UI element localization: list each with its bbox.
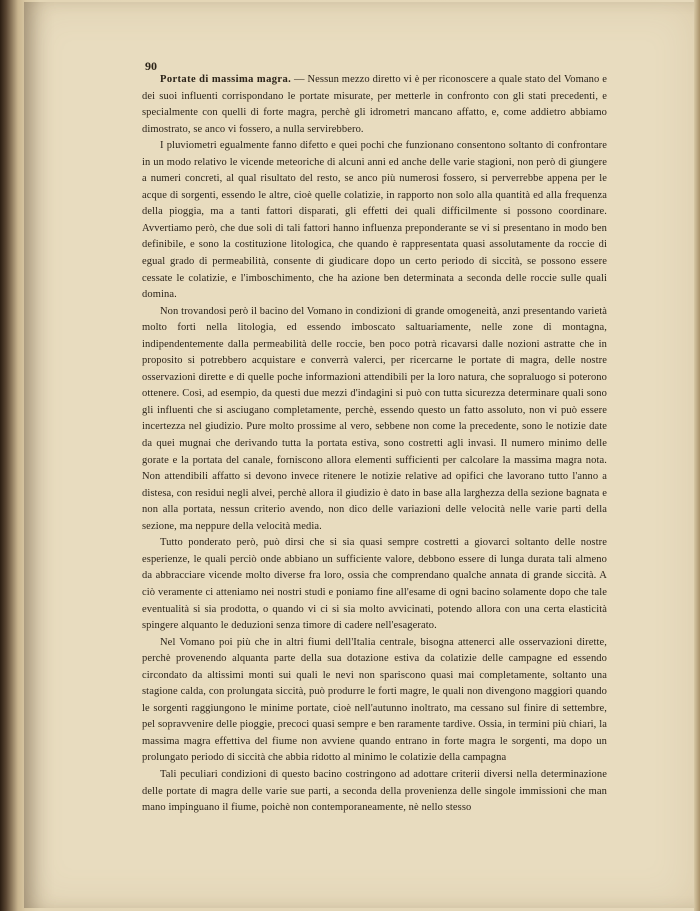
paragraph-1 [142, 72, 607, 138]
paragraph-2: I pluviometri egualmente fanno difetto e quei pochi che funzionano consentono soltanto di confrontare in un modo relativo le vicende meteoriche di alcuni anni ed anche delle varie stagioni, non però di giungere a numeri concreti, al qual risultato del resto, se anco più numerosi fossero, si perverrebbe appena per le acque di sorgenti, essendo le altre, cioè quelle colatizie, in rapporto non solo alla quantità ed alla frequenza della pioggia, ma a tanti fattori disparati, gli effetti dei quali difficilmente si possono coordinare. Avvertiamo però, che due soli di tali fattori hanno influenza preponderante se vi si presentano in modo ben definibile, e sono la costituzione litologica, che quando è rappresentata quasi assolutamente da roccie di egual grado di permeabilità, consente di giudicare dopo un certo periodo di siccità, se possono essere cessate le colatizie, e l'imboschimento, che ha azione ben determinata a seconda delle roccie sulle quali domina. [142, 140, 607, 301]
paragraph-4: Tutto ponderato però, può dirsi che si sia quasi sempre costretti a giovarci soltanto delle nostre esperienze, le quali perciò onde abbiano un sufficiente valore, debbono essere di lunga durata tali almeno da abbracciare vicende molto diverse fra loro, ossia che comprendano qualche annata di grande siccità. A ciò veramente ci atteniamo nei nostri studi e poniamo fine all'esame di ogni bacino solamente dopo che tale eventualità si sia prodotta, o quando vi ci si sia molto avvicinati, potendo allora con una certa elasticità spingere alquanto le deduzioni senza timore di cadere nell'esagerato. [142, 537, 607, 632]
paragraph-1-text: — Nessun mezzo diretto vi è per riconoscere a quale stato del Vomano e dei suoi influenti corrispondano le portate misurate, per metterle in confronto con gli stati precedenti, e specialmente con quelli di forte magra, perchè gli idrometri mancano affatto, e, come addietro abbiamo dimostrato, se anco vi fossero, a nulla servirebbero. [142, 74, 607, 135]
page-number: 90 [145, 59, 157, 73]
paragraph-5: Nel Vomano poi più che in altri fiumi dell'Italia centrale, bisogna attenerci alle osservazioni dirette, perchè provenendo alquanta parte della sua dotazione estiva da colatizie delle campagne ed essendo circondato da altissimi monti sui quali le nevi non spariscono quasi mai completamente, soltanto una stagione calda, con prolungata siccità, può produrre le forti magre, le quali non divengono maggiori quando le sorgenti raggiungono le minime portate, cioè nell'autunno inoltrato, ma cessano sul finire di settembre, pel sopravvenire delle pioggie, precoci quasi sempre e ben raramente tardive. Ossia, in termini più chiari, la massima magra effettiva del fiume non avviene quando entrano in forte magra le sorgenti, ma dopo un prolungato periodo di siccità che abbia ridotto al minimo le colatizie della campagna [142, 636, 607, 764]
paragraph-6: Tali peculiari condizioni di questo bacino costringono ad adottare criterii diversi nella determinazione delle portate di magra delle varie sue parti, a seconda della provenienza delle singole immissioni che man mano impinguano il fiume, poichè non contemporaneamente, nè nello stesso [142, 768, 607, 814]
page-body [142, 72, 607, 817]
section-heading: Portate di massima magra. [160, 74, 292, 85]
paragraph-3: Non trovandosi però il bacino del Vomano in condizioni di grande omogeneità, anzi presentando varietà molto forti nella litologia, ed essendo imboscato saltuariamente, nelle zone di montagna, indipendentemente dalla permeabilità delle roccie, ben poco potrà ricavarsi dalle nozioni astratte che in proposito si potrebbero acquistare e converrà valerci, per ricercarne le portate di magra, delle nostre osservazioni dirette e di quelle poche informazioni attendibili per la loro natura, che sopraluogo si poterono ottenere. Così, ad esempio, da questi due mezzi d'indagini si può con tutta sicurezza determinare quali sono gli influenti che si asciugano completamente, perchè, essendo questo un fatto assoluto, non vi può essere incertezza nel giudizio. Pure molto prossime al vero, sebbene non come la precedente, sono le notizie date da quei mugnai che derivando tutta la portata estiva, sono costretti agli invasi. Il numero minimo delle gorate e la portata del canale, forniscono allora elementi sufficienti per calcolare la massima magra nota. Non attendibili affatto si devono invece ritenere le notizie relative ad opifici che lavorano tutto l'anno a distesa, con residui negli alvei, perchè allora il giudizio è dato in base alla larghezza della sezione bagnata e non alla portata, nessun criterio avendo, non dico delle variazioni delle velocità nelle varie parti della sezione, ma neppure della velocità media. [142, 305, 607, 532]
page-edge [694, 0, 700, 911]
